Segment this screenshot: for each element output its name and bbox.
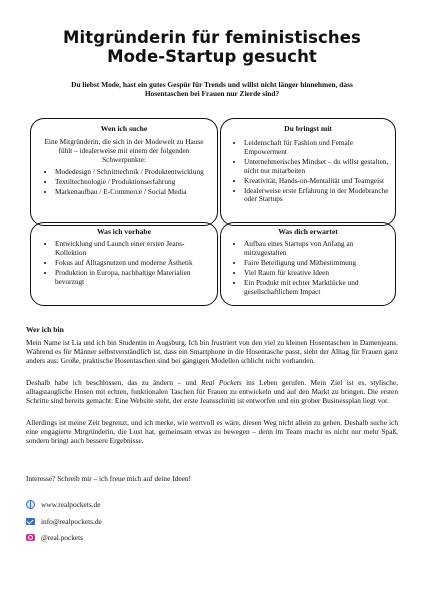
call-to-action: Interesse? Schreib mir – ich freue mich auf deine Ideen! <box>26 474 191 483</box>
list-item: • Faire Beteiligung und Mitbestimmung <box>244 259 389 268</box>
title-line-1: Mitgründerin für feministisches <box>63 28 361 47</box>
globe-icon <box>26 500 35 509</box>
box-text: Eine Mitgründerin, die sich in der Modewelt zu Hause fühlt – idealerweise mit einem der folgenden Schwerpunkte: <box>44 137 204 164</box>
list-item: • Markenaufbau / E-Commerce / Social Media <box>55 188 210 197</box>
list-item: • Leidenschaft für Fashion und Female Empowerment <box>244 139 389 157</box>
box-list <box>227 240 389 296</box>
instagram-icon <box>26 534 35 541</box>
list-item: • Modedesign / Schnitttechnik / Produktentwicklung <box>55 168 210 177</box>
box-was-dich-erwartet <box>220 222 396 306</box>
paragraph-text: Deshalb habe ich beschlossen, das zu ändern – und <box>26 378 201 387</box>
box-was-ich-vorhabe <box>30 222 218 306</box>
box-heading: Wen ich suche <box>100 124 148 133</box>
list-item: • Fokus auf Alltagsnutzen und moderne Ästhetik <box>55 259 210 268</box>
box-du-bringst-mit <box>220 118 396 226</box>
contact-website[interactable] <box>26 500 100 509</box>
instagram-handle[interactable]: @real.pockets <box>41 533 84 542</box>
contact-instagram[interactable] <box>26 533 83 542</box>
box-heading: Was ich vorhabe <box>96 227 151 236</box>
email-icon <box>26 518 35 525</box>
box-heading: Was dich erwartet <box>278 227 338 236</box>
brand-name: Real Pockets <box>200 378 242 387</box>
box-wen-ich-suche <box>30 118 218 226</box>
list-item: • Idealerweise erste Erfahrung in der Modebranche oder Startups <box>244 187 389 205</box>
list-item: • Unternehmerisches Mindset – du willst gestalten, nicht nur mitarbeiten <box>244 158 389 176</box>
paragraph-text: ins Leben gerufen. Mein Ziel ist es, stylische, alltagstaugliche Hosen mit echten, funktionalen Taschen für Frauen zu entwickeln und auf den Markt zu bringen. Die ersten Schritte sind bereits gemacht: Eine Website steht, der erste Jeansschnitt ist entworfen und ein grober Businessplan liegt vor. <box>26 378 398 406</box>
box-list <box>38 240 210 287</box>
box-list <box>38 168 210 197</box>
list-item: • Textiltechnologie / Produktionserfahrung <box>55 178 210 187</box>
section-heading-about: Wer ich bin <box>26 325 64 334</box>
contact-email[interactable] <box>26 517 102 526</box>
intro-question: Du liebst Mode, hast ein gutes Gespür für Trends und willst nicht länger hinnehmen, dass Hosentaschen bei Frauen nur Zierde sind? <box>71 80 353 99</box>
list-item: • Kreativität, Hands-on-Mentalität und Teamgeist <box>244 177 389 186</box>
list-item: • Produktion in Europa, nachhaltige Materialien bevorzugt <box>55 269 210 287</box>
title-line-2: Mode-Startup gesucht <box>107 47 317 66</box>
list-item: • Aufbau eines Startups von Anfang an mitzugestalten <box>244 240 389 258</box>
email-link[interactable]: info@realpockets.de <box>41 517 102 526</box>
box-list <box>227 139 389 204</box>
list-item: • Ein Produkt mit echter Marktlücke und gesellschaftlichem Impact <box>244 279 389 297</box>
about-paragraph-1: Mein Name ist Lia und ich bin Studentin in Augsburg. Ich bin frustriert von den viel zu kleinen Hosentaschen in Damenjeans. Während es für Männer selbstverständlich ist, dass ein Smartphone in die Hosentasche passt, sieht der Alltag für Frauen ganz anders aus: Große, praktische Hosentaschen sind bei gängigen Modellen schlicht nicht vorhanden. <box>26 338 398 366</box>
about-paragraph-3: Allerdings ist meine Zeit begrenzt, und ich merke, wie wertvoll es wäre, diesen Weg nicht allein zu gehen. Deshalb suche ich eine engagierte Mitgründerin, die Lust hat, gemeinsam etwas zu bewegen – denn im Team macht es nicht nur mehr Spaß, sondern bringt auch bessere Ergebnisse. <box>26 418 398 446</box>
website-link[interactable]: www.realpockets.de <box>41 500 101 509</box>
about-paragraph-2 <box>26 378 398 405</box>
page-title <box>20 28 404 66</box>
box-heading: Du bringst mit <box>284 124 332 133</box>
list-item: • Entwicklung und Launch einer ersten Jeans-Kollektion <box>55 240 210 258</box>
list-item: • Viel Raum für kreative Ideen <box>244 269 389 278</box>
